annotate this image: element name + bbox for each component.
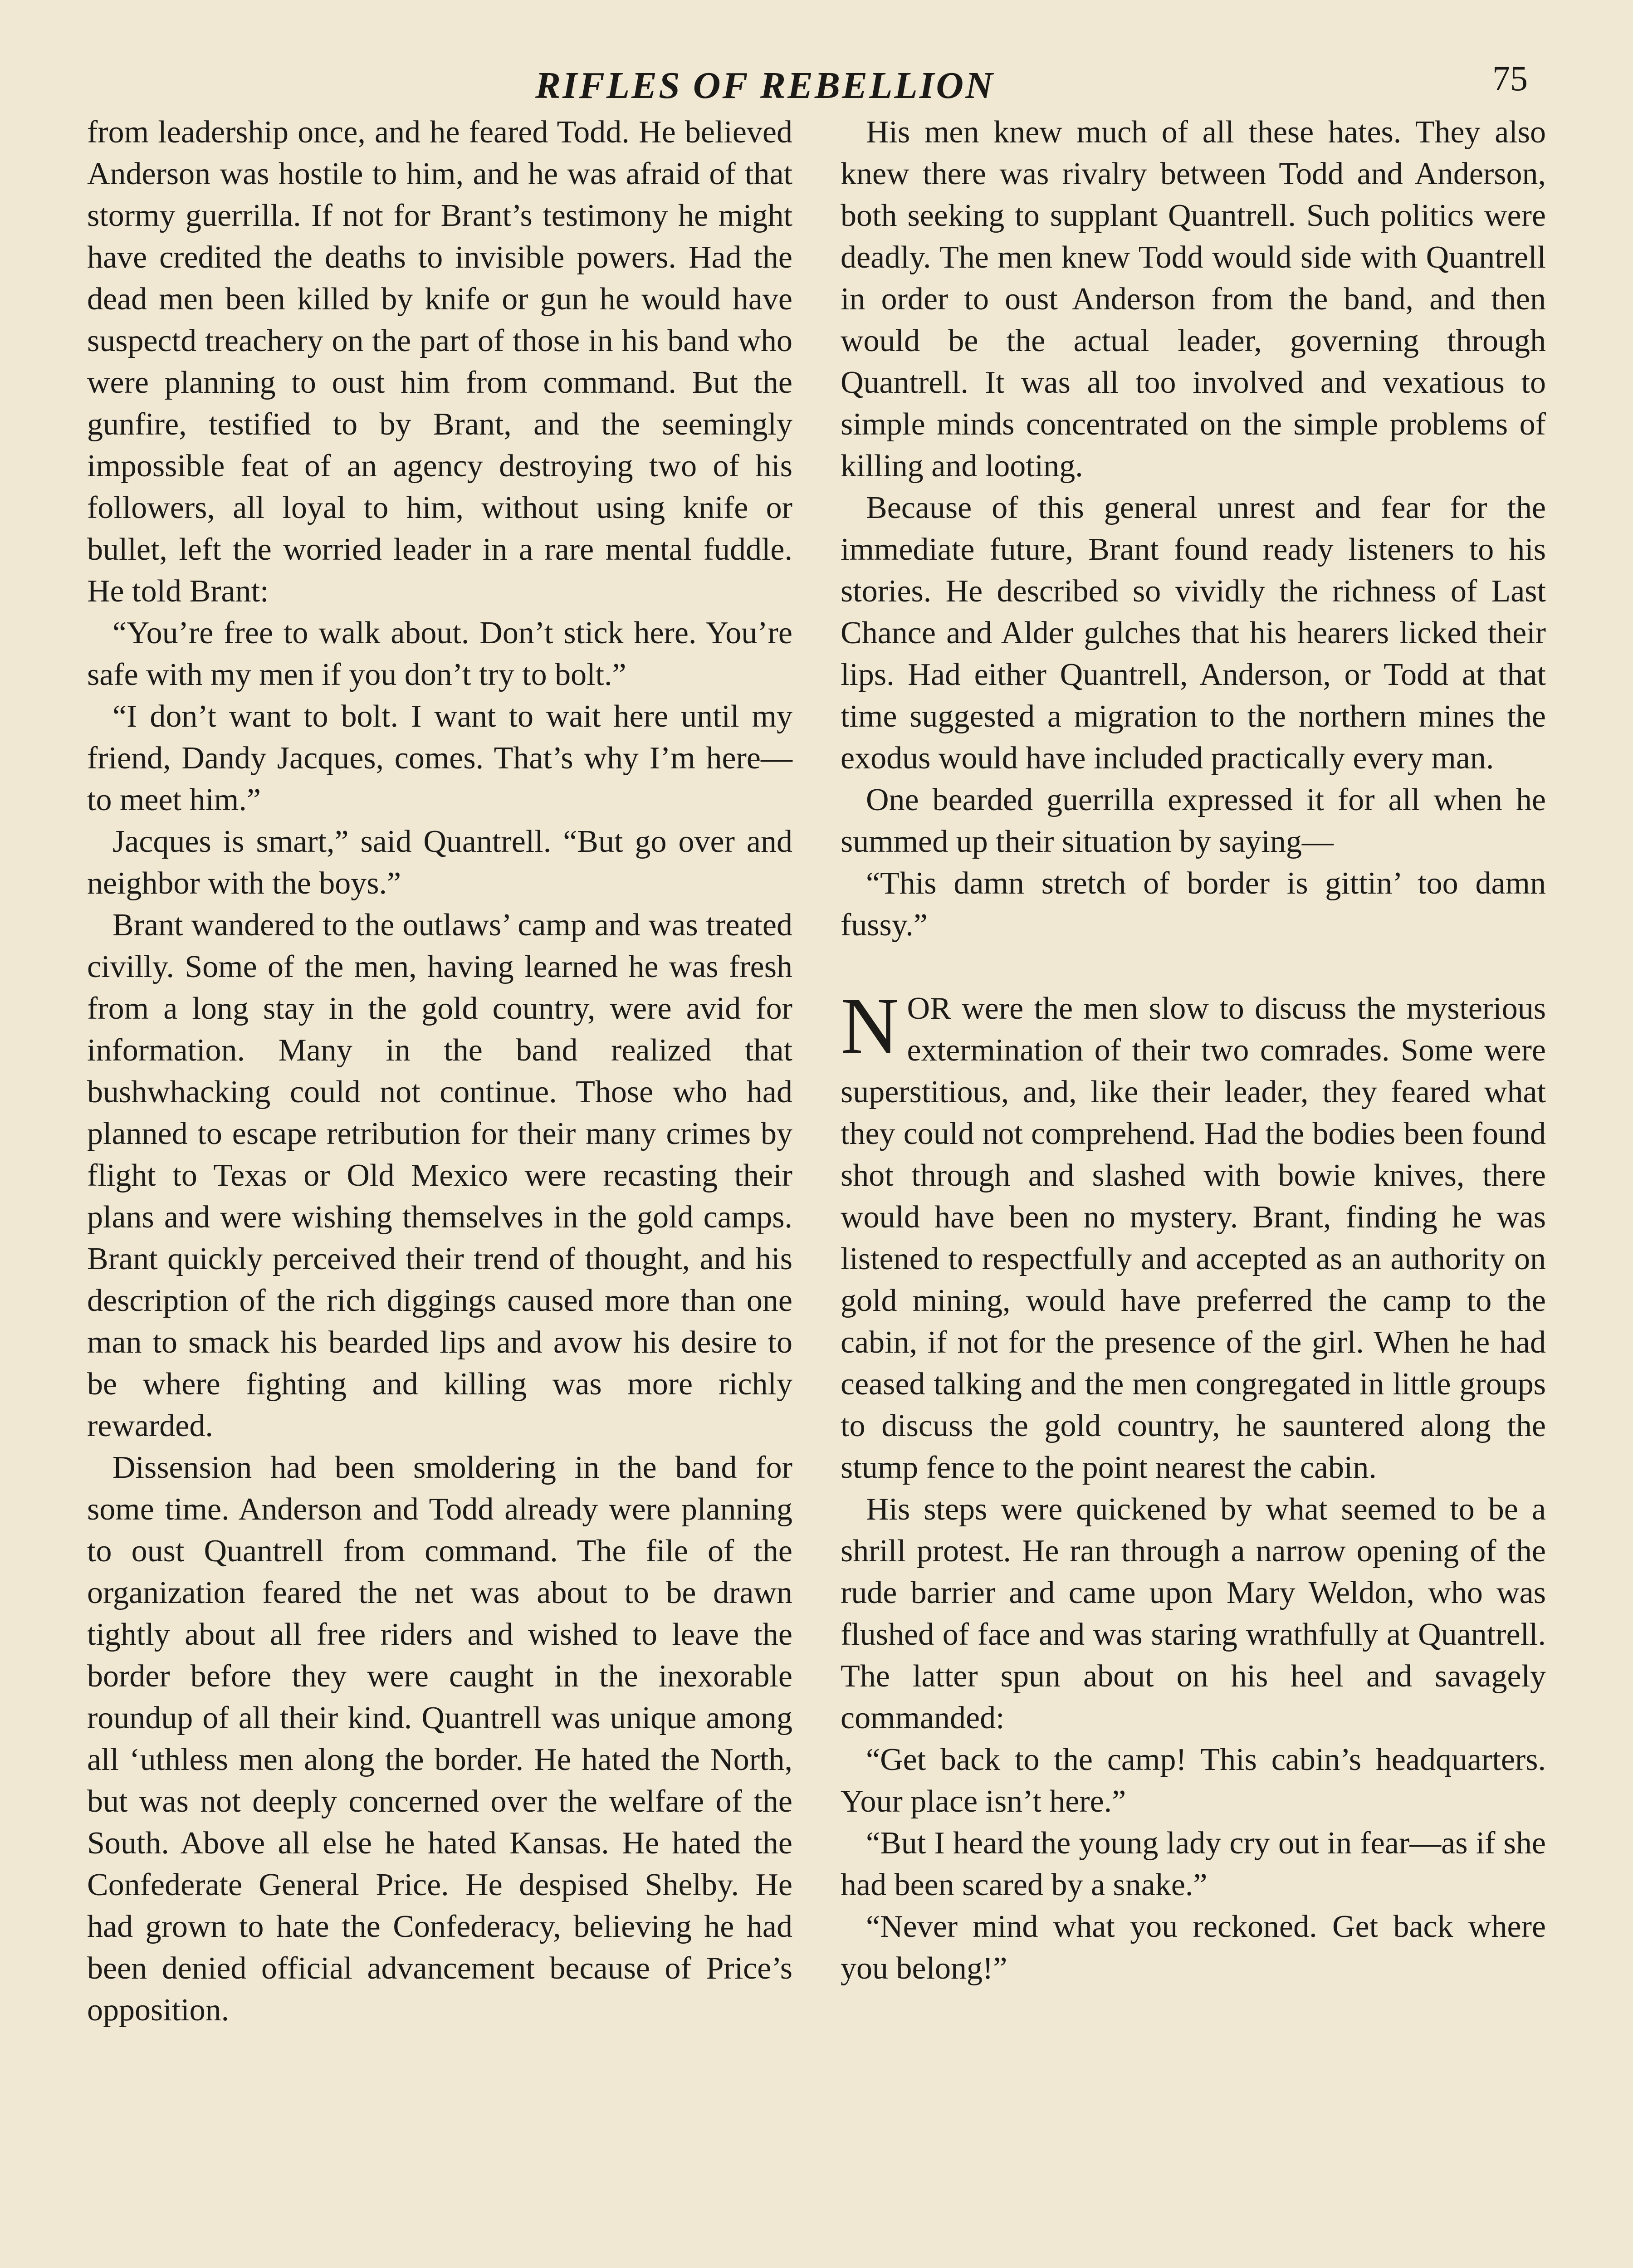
paragraph: Brant wandered to the outlaws’ camp and was treated civilly. Some of the men, having learned he was fresh from a long stay in the gold country, were avid for information. Many in the band realized that bushwhacking could not continue. Those who had planned to escape retribution for their many crimes by flight to Texas or Old Mexico were recasting their plans and were wishing themselves in the gold camps. Brant quickly perceived their trend of thought, and his description of the rich diggings caused more than one man to smack his bearded lips and avow his desire to be where fighting and killing was more richly rewarded. xyxy=(87,908,792,1443)
paragraph: “But I heard the young lady cry out in fear—as if she had been scared by a snake.” xyxy=(841,1826,1546,1902)
drop-cap-letter: N xyxy=(841,981,899,1070)
paragraph: Dissension had been smoldering in the band for some time. Anderson and Todd already were planning to oust Quantrell from command. The file of the organization feared the net was about to be drawn tightly about all free riders and wished to leave the border before they were caught in the inexorable roundup of all their kind. Quantrell was unique among all ‘uthless men along the border. He hated the North, but was not deeply concerned over the welfare of the South. Above all else he hated Kansas. He hated the Confederate General Price. He despised Shelby. He had grown to hate the Confederacy, believing he had been denied official advancement because of Price’s opposition. xyxy=(87,1450,792,2028)
page-number: 75 xyxy=(1492,59,1528,98)
paragraph: His men knew much of all these hates. They also knew there was rivalry between Todd and Anderson, both seeking to supplant Quantrell. Such politics were deadly. The men knew Todd would side with Quantrell in order to oust Anderson from the band, and then would be the actual leader, governing through Quantrell. It was all too involved and vexatious to simple minds concentrated on the simple problems of killing and looting. xyxy=(841,115,1546,484)
dropcap-paragraph-text: OR were the men slow to discuss the mysterious extermination of their two comrades. Some were superstitious, and, like their leader, they feared what they could not comprehend. Had the bodies been found shot through and slashed with bowie knives, there would have been no mystery. Brant, finding he was listened to respectfully and accepted as an authority on gold mining, would have preferred the camp to the cabin, if not for the presence of the girl. When he had ceased talking and the men congregated in little groups to discuss the gold country, he sauntered along the stump fence to the point nearest the cabin. xyxy=(841,991,1546,1485)
paragraph: “I don’t want to bolt. I want to wait here until my friend, Dandy Jacques, comes. That’s why I’m here—to meet him.” xyxy=(87,699,792,817)
running-header-title: RIFLES OF REBELLION xyxy=(535,64,995,107)
paragraph: Jacques is smart,” said Quantrell. “But go over and neighbor with the boys.” xyxy=(87,824,792,901)
text-column-left xyxy=(87,112,792,2031)
paragraph: Because of this general unrest and fear for the immediate future, Brant found ready listeners to his stories. He described so vividly the richness of Last Chance and Alder gulches that his hearers licked their lips. Had either Quantrell, Anderson, or Todd at that time suggested a migration to the northern mines the exodus would have included practically every man. xyxy=(841,490,1546,776)
paragraph: “This damn stretch of border is gittin’ too damn fussy.” xyxy=(841,866,1546,943)
text-column-right xyxy=(841,112,1546,1989)
paragraph: His steps were quickened by what seemed to be a shrill protest. He ran through a narrow opening of the rude barrier and came upon Mary Weldon, who was flushed of face and was staring wrathfully at Quantrell. The latter spun about on his heel and savagely commanded: xyxy=(841,1492,1546,1735)
paragraph: from leadership once, and he feared Todd. He believed Anderson was hostile to him, and he was afraid of that stormy guerrilla. If not for Brant’s testimony he might have credited the deaths to invisible powers. Had the dead men been killed by knife or gun he would have suspectd treachery on the part of those in his band who were planning to oust him from command. But the gunfire, testified to by Brant, and the seemingly impossible feat of an agency destroying two of his followers, all loyal to him, without using knife or bullet, left the worried leader in a rare mental fuddle. He told Brant: xyxy=(87,115,792,609)
paragraph: “Get back to the camp! This cabin’s headquarters. Your place isn’t here.” xyxy=(841,1742,1546,1819)
dropcap-paragraph xyxy=(841,981,1546,1489)
paragraph: One bearded guerrilla expressed it for all when he summed up their situation by saying— xyxy=(841,782,1546,859)
paragraph: “Never mind what you reckoned. Get back where you belong!” xyxy=(841,1909,1546,1986)
section-break xyxy=(841,946,1546,988)
paragraph: “You’re free to walk about. Don’t stick here. You’re safe with my men if you don’t try to bolt.” xyxy=(87,616,792,692)
